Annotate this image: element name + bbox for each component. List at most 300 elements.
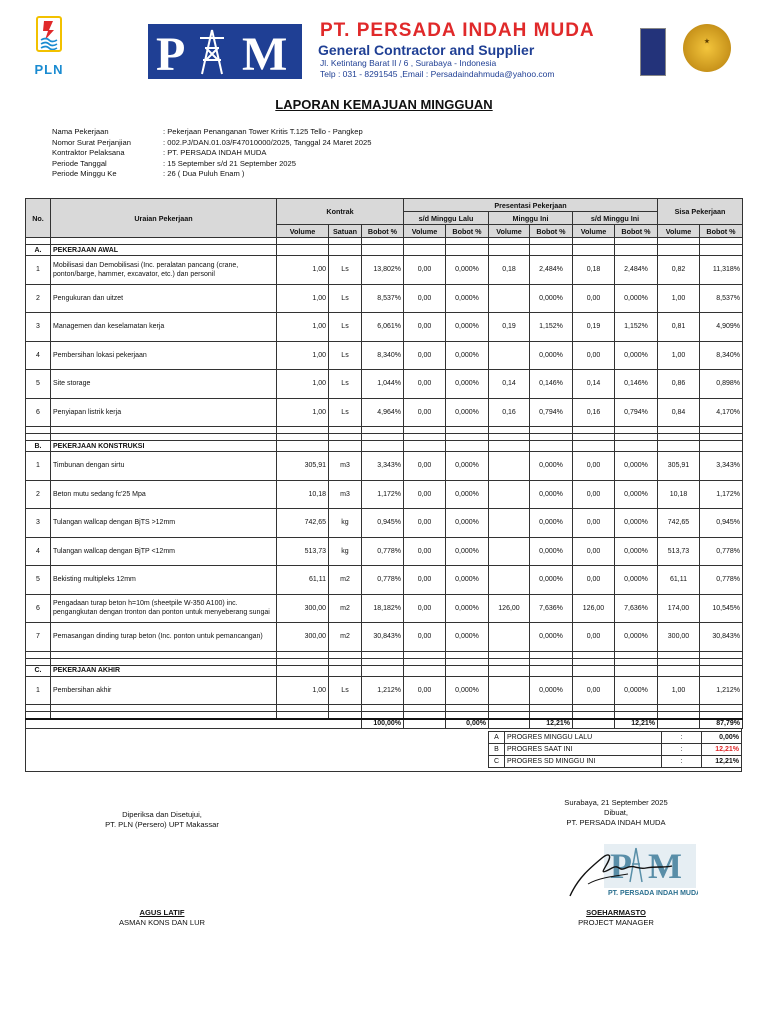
spacer-row [26,712,743,719]
contract-unit: Ls [329,313,362,342]
this-week-weight: 2,484% [530,256,573,285]
contract-weight: 3,343% [362,452,404,481]
empty-cell [658,651,700,658]
this-week-weight: 0,794% [530,398,573,427]
contract-unit: m2 [329,594,362,623]
empty-cell [51,238,277,245]
empty-cell [277,658,329,665]
to-date-weight: 0,146% [615,370,658,399]
this-week-volume [489,509,530,538]
to-date-volume: 0,00 [573,623,615,652]
last-week-volume: 0,00 [404,284,446,313]
remaining-volume: 300,00 [658,623,700,652]
total-contract-weight: 100,00% [362,719,404,729]
summary-colon: : [662,744,702,756]
remaining-volume: 1,00 [658,676,700,705]
header-bobot: Bobot % [530,225,573,238]
contract-unit: Ls [329,341,362,370]
remaining-weight: 1,172% [700,480,743,509]
empty-cell [530,427,573,434]
header-presentasi: Presentasi Pekerjaan [404,199,658,212]
summary-colon: : [662,756,702,768]
section-row [26,441,743,452]
summary-value: 12,21% [702,744,742,756]
empty-cell [573,719,615,729]
last-week-volume: 0,00 [404,676,446,705]
to-date-weight: 0,000% [615,623,658,652]
empty-cell [446,238,489,245]
empty-cell [489,665,530,676]
row-number: 5 [26,566,51,595]
remaining-weight: 8,340% [700,341,743,370]
info-row [52,127,371,138]
last-week-weight: 0,000% [446,313,489,342]
empty-cell [658,665,700,676]
last-week-volume: 0,00 [404,341,446,370]
empty-cell [404,665,446,676]
remaining-volume: 61,11 [658,566,700,595]
row-number: 5 [26,370,51,399]
last-week-weight: 0,000% [446,509,489,538]
empty-cell [615,238,658,245]
empty-cell [51,427,277,434]
report-date: Surabaya, 21 September 2025 [564,798,668,807]
to-date-volume: 0,00 [573,676,615,705]
to-date-volume: 0,00 [573,480,615,509]
last-week-weight: 0,000% [446,284,489,313]
empty-cell [700,441,743,452]
empty-cell [446,651,489,658]
empty-cell [658,658,700,665]
last-week-weight: 0,000% [446,676,489,705]
spacer-row [26,238,743,245]
empty-cell [26,658,51,665]
total-this-week: 12,21% [530,719,573,729]
this-week-volume [489,623,530,652]
approver-block [92,810,232,830]
info-label: Periode Tanggal [52,158,107,168]
info-row [52,159,371,170]
remaining-volume: 10,18 [658,480,700,509]
empty-cell [446,712,489,719]
preparer-caption: Dibuat, [603,808,629,817]
contract-volume: 1,00 [277,398,329,427]
section-code: A. [26,245,51,256]
contract-volume: 300,00 [277,623,329,652]
empty-cell [277,665,329,676]
work-description: Pembersihan lokasi pekerjaan [51,341,277,370]
to-date-weight: 0,000% [615,566,658,595]
remaining-weight: 0,778% [700,566,743,595]
empty-cell [404,434,446,441]
certification-seal-icon: ★ [683,24,731,72]
last-week-volume: 0,00 [404,623,446,652]
table-row [26,256,743,285]
empty-cell [573,434,615,441]
empty-cell [573,427,615,434]
empty-cell [26,427,51,434]
contract-unit: kg [329,537,362,566]
to-date-weight: 2,484% [615,256,658,285]
work-description: Managemen dan keselamatan kerja [51,313,277,342]
last-week-volume: 0,00 [404,480,446,509]
row-number: 1 [26,256,51,285]
empty-cell [277,705,329,712]
empty-cell [277,651,329,658]
summary-code: C [489,756,505,768]
contract-weight: 1,212% [362,676,404,705]
empty-cell [26,705,51,712]
lightning-icon [36,16,62,52]
table-row [26,623,743,652]
company-address: Jl. Ketintang Barat II / 6 , Surabaya - Indonesia [320,58,497,68]
empty-cell [489,719,530,729]
contract-volume: 513,73 [277,537,329,566]
contract-unit: m3 [329,480,362,509]
empty-cell [51,434,277,441]
spacer-row [26,658,743,665]
empty-cell [404,427,446,434]
table-row [26,566,743,595]
empty-cell [26,719,362,729]
empty-cell [329,434,362,441]
company-stamp [568,838,698,900]
empty-cell [26,712,51,719]
table-row [26,480,743,509]
total-last-week: 0,00% [446,719,489,729]
this-week-weight: 0,000% [530,341,573,370]
contract-weight: 13,802% [362,256,404,285]
empty-cell [700,238,743,245]
project-info [52,127,371,180]
empty-cell [277,427,329,434]
empty-cell [446,658,489,665]
info-value: : 15 September s/d 21 September 2025 [163,158,296,168]
to-date-volume: 0,00 [573,452,615,481]
this-week-volume: 0,14 [489,370,530,399]
row-number: 1 [26,676,51,705]
last-week-volume: 0,00 [404,313,446,342]
empty-cell [573,658,615,665]
empty-cell [615,651,658,658]
empty-cell [26,651,51,658]
empty-cell [489,427,530,434]
spacer-row [26,651,743,658]
last-week-weight: 0,000% [446,398,489,427]
empty-cell [530,651,573,658]
info-label: Nomor Surat Perjanjian [52,137,131,147]
table-row [26,509,743,538]
table-row [26,594,743,623]
remaining-volume: 742,65 [658,509,700,538]
empty-cell [404,658,446,665]
empty-cell [362,245,404,256]
empty-cell [51,705,277,712]
empty-cell [277,245,329,256]
empty-cell [489,434,530,441]
contract-volume: 61,11 [277,566,329,595]
remaining-weight: 4,170% [700,398,743,427]
empty-cell [489,245,530,256]
work-description: Site storage [51,370,277,399]
work-description: Tulangan wallcap dengan BjTS >12mm [51,509,277,538]
contract-weight: 1,044% [362,370,404,399]
header-bobot: Bobot % [446,225,489,238]
empty-cell [615,245,658,256]
this-week-weight: 0,146% [530,370,573,399]
remaining-weight: 1,212% [700,676,743,705]
empty-cell [362,238,404,245]
contract-weight: 8,537% [362,284,404,313]
empty-cell [329,427,362,434]
to-date-volume: 0,00 [573,509,615,538]
work-description: Pengadaan turap beton h=10m (sheetpile W-350 A100) inc. pengangkutan dengan tronton dan ponton untuk menyeberang sungai [51,594,277,623]
svg-text:M: M [648,846,682,886]
empty-cell [404,245,446,256]
progress-table [25,198,743,729]
table-row [26,284,743,313]
last-week-volume: 0,00 [404,594,446,623]
header-bobot: Bobot % [700,225,743,238]
this-week-weight: 0,000% [530,284,573,313]
empty-cell [615,427,658,434]
empty-cell [362,705,404,712]
spacer-row [26,427,743,434]
contract-volume: 1,00 [277,676,329,705]
empty-cell [700,434,743,441]
empty-cell [700,245,743,256]
empty-cell [658,719,700,729]
row-number: 7 [26,623,51,652]
last-week-volume: 0,00 [404,509,446,538]
empty-cell [530,705,573,712]
empty-cell [404,441,446,452]
header-sd-minggu-ini: s/d Minggu Ini [573,212,658,225]
to-date-volume: 0,00 [573,284,615,313]
work-description: Mobilisasi dan Demobilisasi (Inc. peralatan pancang (crane, ponton/barge, hammer, excavator, etc.) dan personil [51,256,277,285]
preparer-block [546,798,686,828]
empty-cell [658,712,700,719]
last-week-weight: 0,000% [446,480,489,509]
empty-cell [404,705,446,712]
row-number: 4 [26,341,51,370]
summary-code: A [489,732,505,744]
this-week-weight: 0,000% [530,452,573,481]
empty-cell [329,441,362,452]
to-date-weight: 0,000% [615,676,658,705]
info-label: Periode Minggu Ke [52,169,117,179]
section-code: C. [26,665,51,676]
approver-org: PT. PLN (Persero) UPT Makassar [105,820,219,829]
company-tagline: General Contractor and Supplier [318,42,535,58]
to-date-weight: 0,000% [615,480,658,509]
header-minggu-ini: Minggu Ini [489,212,573,225]
empty-cell [700,658,743,665]
info-value: : PT. PERSADA INDAH MUDA [163,148,267,158]
info-label: Kontraktor Pelaksana [52,148,125,158]
row-number: 2 [26,284,51,313]
empty-cell [362,434,404,441]
info-row [52,169,371,180]
summary-label: PROGRES MINGGU LALU [505,732,662,744]
contract-weight: 0,778% [362,537,404,566]
to-date-volume: 126,00 [573,594,615,623]
empty-cell [489,705,530,712]
table-row [26,398,743,427]
empty-cell [615,434,658,441]
empty-cell [446,434,489,441]
remaining-volume: 1,00 [658,341,700,370]
contract-unit: Ls [329,284,362,313]
this-week-weight: 0,000% [530,676,573,705]
contract-volume: 1,00 [277,341,329,370]
empty-cell [573,705,615,712]
empty-cell [700,427,743,434]
preparer-name: SOEHARMASTO [586,908,646,917]
empty-cell [362,658,404,665]
summary-row [489,756,742,768]
empty-cell [530,665,573,676]
empty-cell [362,441,404,452]
empty-cell [404,651,446,658]
empty-cell [51,651,277,658]
last-week-weight: 0,000% [446,623,489,652]
company-contact: Telp : 031 - 8291545 ,Email : Persadaindahmuda@yahoo.com [320,69,555,79]
empty-cell [700,705,743,712]
empty-cell [700,651,743,658]
table-row [26,370,743,399]
empty-cell [404,719,446,729]
header-bobot: Bobot % [362,225,404,238]
work-description: Beton mutu sedang fc'25 Mpa [51,480,277,509]
section-name: PEKERJAAN AKHIR [51,665,277,676]
company-name: PT. PERSADA INDAH MUDA [320,20,595,41]
header-volume: Volume [573,225,615,238]
contract-unit: kg [329,509,362,538]
empty-cell [26,434,51,441]
work-description: Timbunan dengan sirtu [51,452,277,481]
header-volume: Volume [489,225,530,238]
empty-cell [700,712,743,719]
work-description: Bekisting multipleks 12mm [51,566,277,595]
row-number: 3 [26,509,51,538]
row-number: 6 [26,594,51,623]
contract-volume: 300,00 [277,594,329,623]
certification-badge-icon [640,28,666,76]
contract-unit: Ls [329,676,362,705]
progress-summary [488,731,742,768]
summary-value: 12,21% [702,756,742,768]
remaining-weight: 0,945% [700,509,743,538]
remaining-weight: 0,898% [700,370,743,399]
approver-role: ASMAN KONS DAN LUR [118,918,206,927]
this-week-weight: 0,000% [530,480,573,509]
this-week-weight: 0,000% [530,623,573,652]
header-no: No. [26,199,51,238]
contract-weight: 0,945% [362,509,404,538]
info-label: Nama Pekerjaan [52,127,109,136]
work-description: Pemasangan dinding turap beton (Inc. ponton untuk pemancangan) [51,623,277,652]
last-week-weight: 0,000% [446,537,489,566]
this-week-weight: 0,000% [530,509,573,538]
company-logo [148,24,302,79]
table-row [26,452,743,481]
contract-volume: 1,00 [277,370,329,399]
this-week-volume: 0,16 [489,398,530,427]
last-week-volume: 0,00 [404,256,446,285]
this-week-volume: 0,18 [489,256,530,285]
summary-value: 0,00% [702,732,742,744]
stamp-text: PT. PERSADA INDAH MUDA [608,890,698,897]
to-date-volume: 0,18 [573,256,615,285]
empty-cell [573,441,615,452]
empty-cell [615,658,658,665]
empty-cell [573,245,615,256]
empty-cell [362,712,404,719]
row-number: 3 [26,313,51,342]
empty-cell [446,441,489,452]
preparer-role: PROJECT MANAGER [578,918,654,927]
summary-row [489,744,742,756]
empty-cell [530,434,573,441]
pln-label: PLN [34,62,64,77]
this-week-volume: 0,19 [489,313,530,342]
empty-cell [362,665,404,676]
empty-cell [446,245,489,256]
summary-label: PROGRES SD MINGGU INI [505,756,662,768]
section-row [26,665,743,676]
this-week-weight: 0,000% [530,537,573,566]
empty-cell [489,441,530,452]
header-bobot: Bobot % [615,225,658,238]
info-value: : Pekerjaan Penanganan Tower Kritis T.125 Tello - Pangkep [163,127,363,136]
info-row [52,148,371,159]
approver-caption: Diperiksa dan Disetujui, [122,810,202,819]
remaining-weight: 0,778% [700,537,743,566]
empty-cell [51,712,277,719]
header-volume: Volume [658,225,700,238]
contract-volume: 1,00 [277,313,329,342]
row-number: 6 [26,398,51,427]
empty-cell [615,441,658,452]
empty-cell [658,238,700,245]
row-number: 1 [26,452,51,481]
work-description: Penyiapan listrik kerja [51,398,277,427]
to-date-weight: 0,000% [615,284,658,313]
empty-cell [573,712,615,719]
last-week-weight: 0,000% [446,256,489,285]
empty-cell [658,441,700,452]
info-row [52,138,371,149]
contract-unit: Ls [329,398,362,427]
this-week-volume [489,676,530,705]
header-satuan: Satuan [329,225,362,238]
this-week-volume: 126,00 [489,594,530,623]
empty-cell [489,658,530,665]
remaining-weight: 11,318% [700,256,743,285]
remaining-volume: 513,73 [658,537,700,566]
remaining-volume: 174,00 [658,594,700,623]
this-week-volume [489,452,530,481]
work-description: Tulangan wallcap dengan BjTP <12mm [51,537,277,566]
empty-cell [530,712,573,719]
empty-cell [329,245,362,256]
empty-cell [329,658,362,665]
approver-name: AGUS LATIF [139,908,185,917]
remaining-volume: 0,82 [658,256,700,285]
empty-cell [658,427,700,434]
remaining-weight: 4,909% [700,313,743,342]
